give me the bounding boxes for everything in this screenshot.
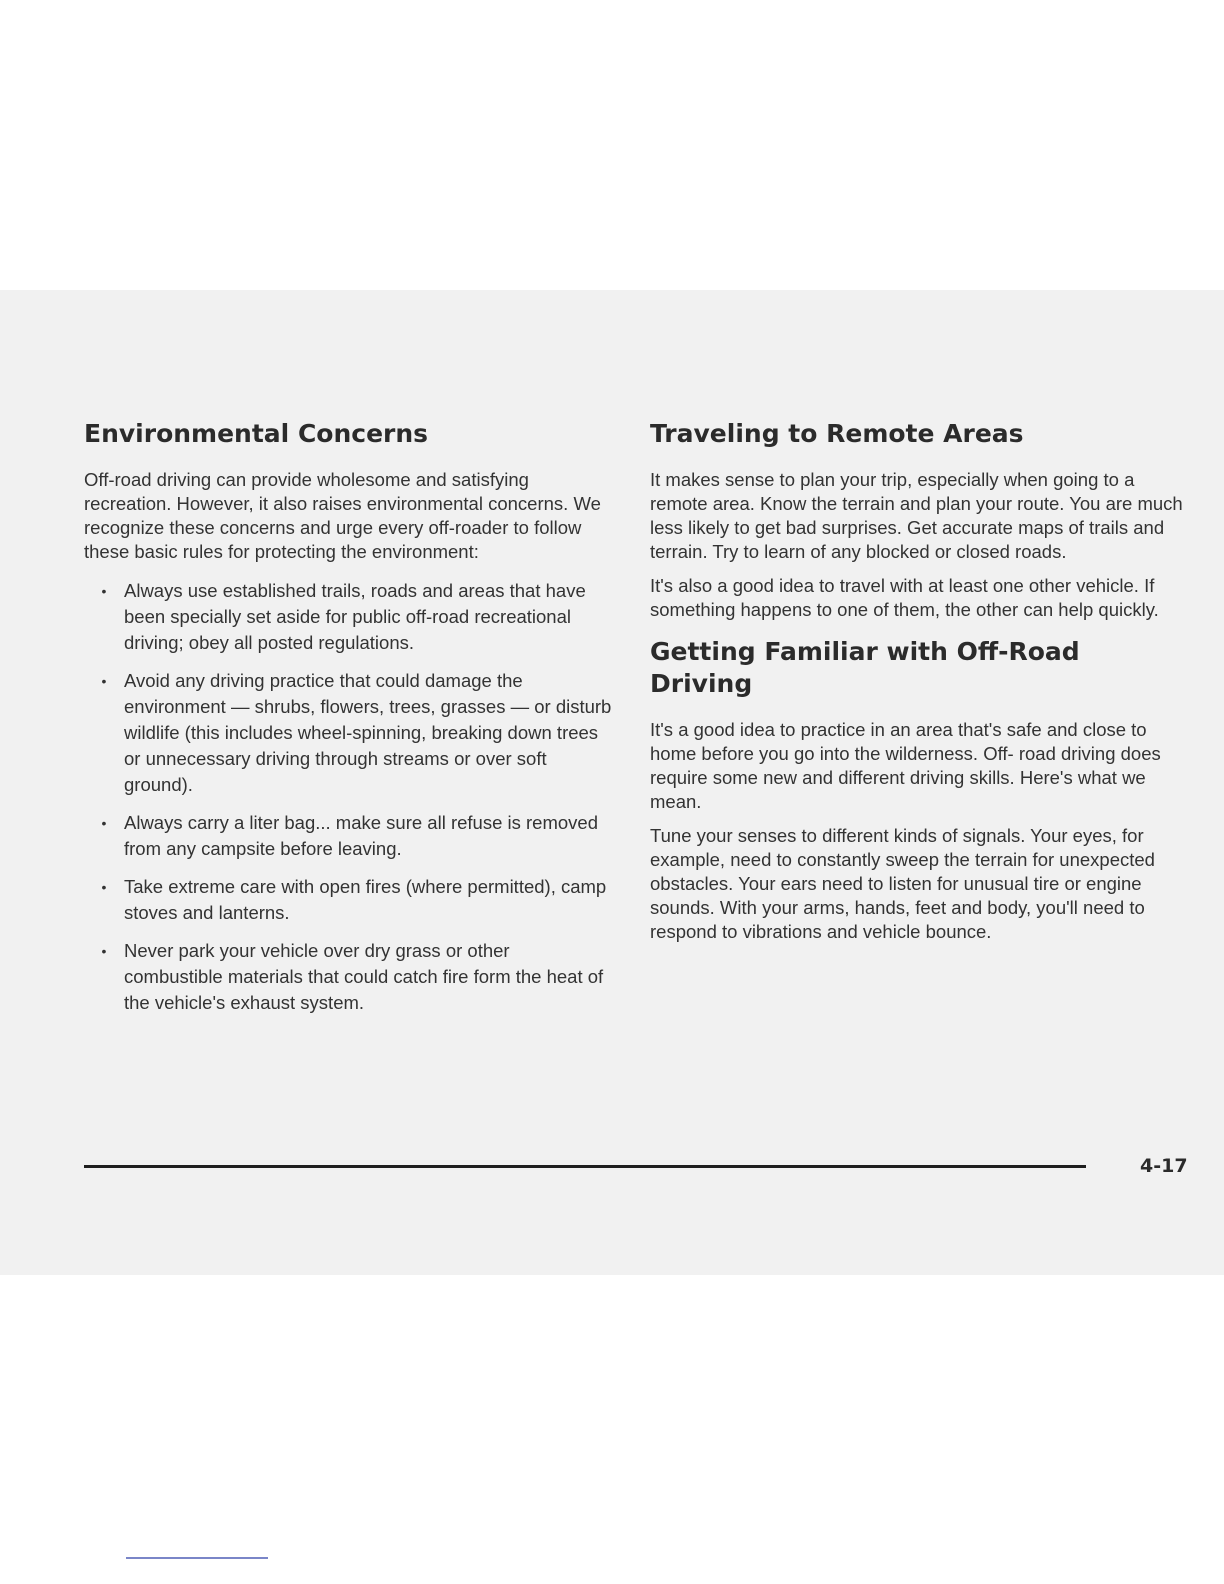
list-item-text: Always carry a liter bag... make sure all refuse is removed from any campsite before leaving. [124, 812, 598, 859]
list-item-text: Always use established trails, roads and areas that have been specially set aside for public off-road recreational driving; obey all posted regulations. [124, 580, 586, 653]
paragraph-practice: It's a good idea to practice in an area that's safe and close to home before you go into the wilderness. Off- road driving does require some new and different driving skills. Here's what we mean. [650, 719, 1161, 812]
heading-traveling-remote-areas: Traveling to Remote Areas [650, 419, 1024, 448]
rules-list [84, 578, 612, 1016]
bullet-icon: • [101, 943, 107, 959]
paragraph-senses: Tune your senses to different kinds of signals. Your eyes, for example, need to constantly sweep the terrain for unexpected obstacles. Your ears need to listen for unusual tire or engine sounds. With your arms, hands, feet and body, you'll need to respond to vibrations and vehicle bounce. [650, 825, 1155, 942]
right-column [650, 418, 1190, 954]
paragraph-travel-with-vehicle: It's also a good idea to travel with at least one other vehicle. If something happens to one of them, the other can help quickly. [650, 575, 1159, 620]
list-item-text: Take extreme care with open fires (where permitted), camp stoves and lanterns. [124, 876, 607, 923]
list-item-text: Avoid any driving practice that could damage the environment — shrubs, flowers, trees, grasses — or disturb wildlife (this includes wheel-spinning, breaking down trees or unnecessary driving through streams or over soft ground). [124, 670, 612, 795]
intro-paragraph: Off-road driving can provide wholesome and satisfying recreation. However, it also raises environmental concerns. We recognize these concerns and urge every off-roader to follow these basic rules for protecting the environment: [84, 469, 601, 562]
link-underline[interactable] [126, 1557, 268, 1559]
heading-getting-familiar: Getting Familiar with Off-Road Driving [650, 637, 1080, 698]
page-number: 4-17 [1140, 1155, 1188, 1177]
manual-page [0, 290, 1224, 1275]
list-item [98, 578, 612, 656]
left-column [84, 418, 612, 1028]
list-item [98, 810, 612, 862]
footer-rule [84, 1165, 1086, 1168]
list-item [98, 668, 612, 798]
list-item [98, 938, 612, 1016]
bullet-icon: • [101, 583, 107, 599]
bullet-icon: • [101, 879, 107, 895]
bullet-icon: • [101, 815, 107, 831]
bullet-icon: • [101, 673, 107, 689]
list-item-text: Never park your vehicle over dry grass or other combustible materials that could catch fire form the heat of the vehicle's exhaust system. [124, 940, 604, 1013]
heading-environmental-concerns: Environmental Concerns [84, 419, 429, 448]
list-item [98, 874, 612, 926]
paragraph-plan-trip: It makes sense to plan your trip, especially when going to a remote area. Know the terrain and plan your route. You are much less likely to get bad surprises. Get accurate maps of trails and terrain. Try to learn of any blocked or closed roads. [650, 469, 1183, 562]
